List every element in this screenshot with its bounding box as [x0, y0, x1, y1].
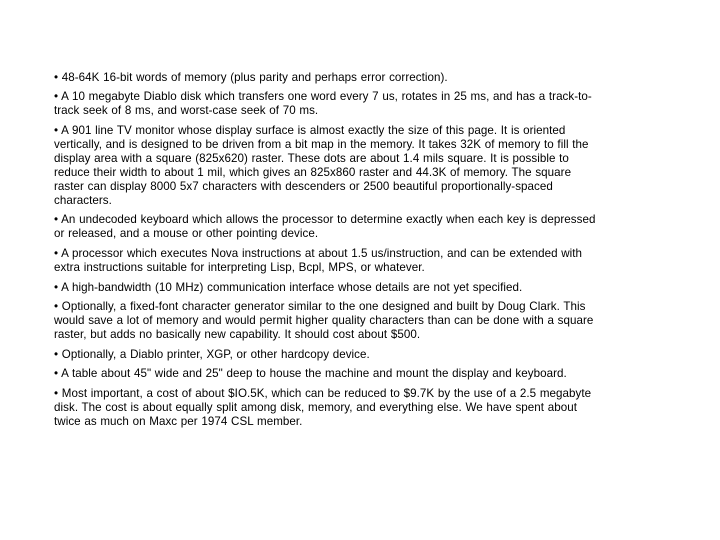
spec-item-character-generator: • Optionally, a fixed-font character generator similar to the one designed and built by Doug Clark. This would save a lot of memory and would permit higher quality characters than can be done with a square raster, but adds no basically new capability. It should cost about $500. [54, 300, 594, 342]
spec-item-keyboard: • An undecoded keyboard which allows the processor to determine exactly when each key is depressed or released, and a mouse or other pointing device. [54, 213, 596, 241]
spec-item-disk: • A 10 megabyte Diablo disk which transfers one word every 7 us, rotates in 25 ms, and has a track-to-track seek of 8 ms, and worst-case seek of 70 ms. [54, 90, 592, 118]
spec-list [54, 71, 600, 435]
spec-item-table: • A table about 45" wide and 25" deep to house the machine and mount the display and keyboard. [54, 367, 567, 381]
spec-item-processor: • A processor which executes Nova instructions at about 1.5 us/instruction, and can be extended with extra instructions suitable for interpreting Lisp, Bcpl, MPS, or whatever. [54, 246, 583, 274]
spec-item-tv-monitor: • A 901 line TV monitor whose display surface is almost exactly the size of this page. It is oriented vertically, and is designed to be driven from a bit map in the memory. It takes 32K of memory to fill the display area with a square (825x620) raster. These dots are about 1.4 mils square. It is possible to reduce their width to about 1 mil, which gives an 825x860 raster and 44.3K of memory. The square raster can display 8000 5x7 characters with descenders or 2500 beautiful proportionally-spaced characters. [54, 123, 589, 207]
spec-item-communication-interface: • A high-bandwidth (10 MHz) communication interface whose details are not yet specified. [54, 280, 523, 294]
spec-item-cost: • Most important, a cost of about $IO.5K, which can be reduced to $9.7K by the use of a 2.5 megabyte disk. The cost is about equally split among disk, memory, and everything else. We have spent about twice as much on Maxc per 1974 CSL member. [54, 386, 592, 428]
spec-item-memory: • 48-64K 16-bit words of memory (plus parity and perhaps error correction). [54, 71, 448, 84]
spec-item-printer: • Optionally, a Diablo printer, XGP, or other hardcopy device. [54, 347, 370, 361]
